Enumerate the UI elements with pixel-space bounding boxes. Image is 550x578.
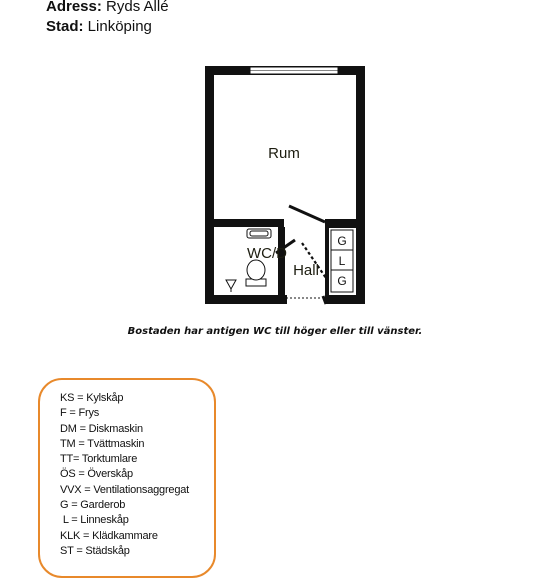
closet-bottom-wall bbox=[325, 295, 365, 304]
right-wall-upper bbox=[356, 66, 365, 220]
address-label: Adress: bbox=[46, 0, 102, 15]
legend-item: TM = Tvättmaskin bbox=[60, 437, 145, 450]
legend-item: F = Frys bbox=[60, 407, 100, 420]
floor-drain-icon bbox=[226, 280, 236, 289]
room-door bbox=[289, 206, 325, 222]
legend-item: KLK = Klädkammare bbox=[60, 529, 158, 542]
room-label-main: Rum bbox=[268, 145, 300, 162]
city-label: Stad: bbox=[46, 18, 84, 35]
room-label-wc: WC/D bbox=[247, 245, 287, 262]
left-wall bbox=[205, 66, 214, 304]
closet-label-2: L bbox=[338, 254, 346, 268]
legend-item: L = Linneskåp bbox=[60, 514, 129, 527]
sink-basin bbox=[250, 231, 268, 236]
legend-item: G = Garderob bbox=[60, 499, 126, 512]
legend-item: ÖS = Överskåp bbox=[60, 468, 133, 481]
legend-item: TT= Torktumlare bbox=[60, 453, 138, 466]
closet-label-3: G bbox=[337, 274, 347, 288]
plan-caption: Bostaden har antigen WC till höger eller till vänster. bbox=[127, 326, 423, 337]
closet-label-1: G bbox=[337, 234, 347, 248]
room-label-hall: Hall bbox=[293, 262, 319, 279]
toilet-bowl bbox=[247, 260, 265, 280]
legend-item: DM = Diskmaskin bbox=[60, 422, 143, 435]
closet-left-wall bbox=[325, 219, 329, 304]
legend-item: ST = Städskåp bbox=[60, 544, 130, 557]
closet-units bbox=[331, 230, 353, 292]
legend-list bbox=[60, 391, 189, 559]
room-wc-partition bbox=[214, 219, 284, 227]
address-value: Ryds Allé bbox=[106, 0, 169, 15]
legend-item: KS = Kylskåp bbox=[60, 392, 124, 404]
legend-item: VVX = Ventilationsaggregat bbox=[60, 483, 190, 496]
bottom-wall-left bbox=[205, 295, 287, 304]
city-value: Linköping bbox=[87, 18, 152, 35]
closet-right-wall bbox=[356, 219, 365, 304]
